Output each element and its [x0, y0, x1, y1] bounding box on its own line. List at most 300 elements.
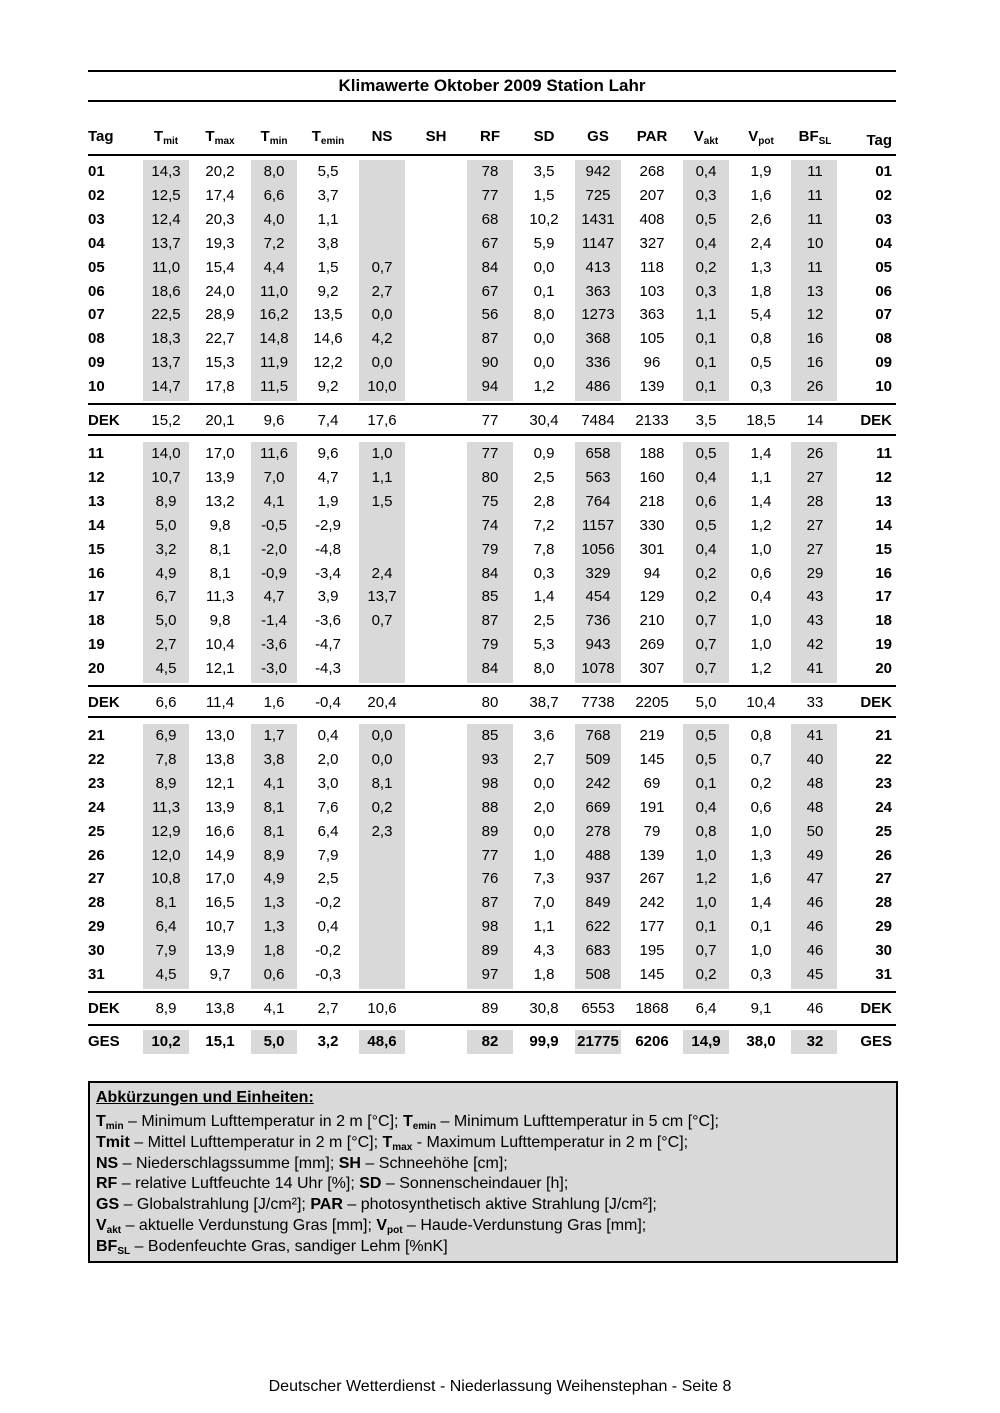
cell-tmin: 1,6 [263, 694, 285, 711]
cell-gs: 21775 [577, 1033, 619, 1050]
cell-rf: 77 [481, 846, 499, 864]
cell-sh [409, 997, 463, 1021]
row-label-left: 23 [88, 774, 105, 792]
row-label-left: 13 [88, 492, 105, 510]
cell-vakt: 0,3 [695, 282, 717, 300]
cell-vakt: 0,7 [695, 612, 717, 630]
row-label-right: 10 [875, 378, 892, 396]
cell-tmit: 10,2 [151, 1033, 181, 1050]
cell-tmax: 24,0 [205, 282, 235, 300]
cell-tmin: 7,0 [263, 468, 285, 486]
cell-tmit: 8,1 [155, 894, 177, 912]
page-title: Klimawerte Oktober 2009 Station Lahr [338, 76, 646, 95]
cell-bfsl: 27 [806, 516, 824, 534]
cell-sd: 0,0 [533, 822, 555, 840]
cell-gs: 725 [585, 186, 611, 204]
cell-tmax: 17,8 [205, 378, 235, 396]
cell-tmax: 11,4 [205, 694, 235, 711]
cell-ns: 0,0 [371, 306, 393, 324]
cell-vpot: 0,2 [750, 774, 772, 792]
cell-vpot: 1,3 [750, 846, 772, 864]
cell-vpot: 0,5 [750, 354, 772, 372]
dek-row [0, 997, 1000, 1021]
block-rule-top [88, 991, 896, 993]
cell-ns: 13,7 [367, 588, 397, 606]
cell-rf: 68 [481, 210, 499, 228]
cell-temin: 0,4 [317, 727, 339, 744]
cell-temin: 1,1 [317, 210, 339, 228]
cell-bfsl: 48 [806, 774, 824, 792]
cell-tmax: 28,9 [205, 306, 235, 324]
cell-par: 139 [639, 846, 665, 864]
header-tag-right: Tag [866, 132, 892, 149]
row-label-left: 18 [88, 612, 105, 630]
cell-tmit: 14,0 [151, 445, 181, 462]
cell-sd: 2,8 [533, 492, 555, 510]
row-label-left: 22 [88, 750, 105, 768]
row-label-right: 03 [875, 210, 892, 228]
cell-vakt: 6,4 [695, 1000, 717, 1017]
cell-tmit: 2,7 [155, 636, 177, 654]
cell-tmax: 13,9 [205, 468, 235, 486]
cell-tmit: 7,9 [155, 942, 177, 960]
cell-tmit: 15,2 [151, 412, 181, 429]
cell-ns [355, 657, 409, 681]
cell-tmit: 22,5 [151, 306, 181, 324]
cell-vakt: 0,7 [695, 942, 717, 960]
cell-rf: 84 [481, 564, 499, 582]
cell-vpot: 2,4 [750, 234, 772, 252]
cell-tmin: 1,3 [263, 918, 285, 936]
cell-tmit: 6,6 [155, 694, 177, 711]
cell-tmax: 19,3 [205, 234, 235, 252]
cell-rf: 75 [481, 492, 499, 510]
cell-vpot: 1,0 [750, 942, 772, 960]
cell-tmin: 8,0 [263, 163, 285, 180]
cell-bfsl: 43 [806, 612, 824, 630]
cell-gs: 1431 [581, 210, 615, 228]
cell-vakt: 0,2 [695, 258, 717, 276]
cell-tmax: 16,6 [205, 822, 235, 840]
cell-gs: 942 [585, 163, 611, 180]
cell-vakt: 0,1 [695, 774, 717, 792]
header-par: PAR [636, 128, 668, 145]
cell-tmin: -0,9 [261, 564, 287, 582]
cell-gs: 329 [585, 564, 611, 582]
cell-tmax: 9,8 [209, 516, 231, 534]
cell-sd: 1,0 [533, 846, 555, 864]
cell-rf: 93 [481, 750, 499, 768]
cell-bfsl: 41 [806, 660, 824, 678]
cell-sh [409, 939, 463, 963]
row-label-left: 10 [88, 378, 105, 396]
cell-tmit: 6,9 [155, 727, 177, 744]
cell-gs: 683 [585, 942, 611, 960]
cell-bfsl: 28 [806, 492, 824, 510]
cell-tmin: 16,2 [259, 306, 289, 324]
cell-temin: 0,4 [317, 918, 339, 936]
cell-temin: 3,9 [317, 588, 339, 606]
cell-tmin: 6,6 [263, 186, 285, 204]
page-footer: Deutscher Wetterdienst - Niederlassung Weihenstephan - Seite 8 [268, 1378, 732, 1395]
header-bfsl: $BF_{SL}$ [798, 128, 832, 147]
row-label-left: DEK [88, 694, 120, 711]
cell-bfsl: 33 [806, 694, 824, 711]
cell-sh [409, 633, 463, 657]
row-label-left: 05 [88, 258, 105, 276]
cell-vakt: 0,2 [695, 564, 717, 582]
table-row [0, 232, 1000, 256]
cell-vakt: 0,7 [695, 660, 717, 678]
cell-tmax: 12,1 [205, 660, 235, 678]
cell-bfsl: 50 [806, 822, 824, 840]
cell-rf: 82 [481, 1033, 499, 1050]
cell-tmax: 20,3 [205, 210, 235, 228]
cell-sd: 0,3 [533, 564, 555, 582]
cell-tmax: 15,4 [205, 258, 235, 276]
cell-bfsl: 27 [806, 540, 824, 558]
cell-tmax: 15,3 [205, 354, 235, 372]
table-row [0, 208, 1000, 232]
legend-box [88, 1081, 898, 1263]
cell-rf: 89 [481, 942, 499, 960]
cell-tmin: 11,0 [259, 282, 289, 300]
cell-vpot: 1,6 [750, 870, 772, 888]
cell-tmin: 5,0 [263, 1033, 285, 1050]
cell-vpot: 0,8 [750, 330, 772, 348]
cell-ns [355, 538, 409, 562]
cell-ns [355, 915, 409, 939]
cell-vakt: 0,7 [695, 636, 717, 654]
row-label-left: 06 [88, 282, 105, 300]
cell-sh [409, 256, 463, 280]
cell-temin: -0,2 [315, 942, 341, 960]
row-label-left: 29 [88, 918, 105, 936]
cell-temin: 1,5 [317, 258, 339, 276]
cell-tmit: 10,7 [151, 468, 181, 486]
cell-temin: -3,4 [315, 564, 341, 582]
cell-ns: 2,3 [371, 822, 393, 840]
cell-sd: 2,5 [533, 468, 555, 486]
cell-vakt: 0,2 [695, 966, 717, 983]
row-label-left: 03 [88, 210, 105, 228]
legend-line: GS – Globalstrahlung [J/cm²]; PAR – photosynthetisch aktive Strahlung [J/cm²]; [96, 1196, 657, 1214]
cell-vpot: 0,8 [750, 727, 772, 744]
cell-vpot: 0,3 [750, 966, 772, 983]
cell-tmit: 12,9 [151, 822, 181, 840]
cell-vpot: 38,0 [746, 1033, 776, 1050]
row-label-left: 20 [88, 660, 105, 678]
cell-sh [409, 208, 463, 232]
cell-sh [409, 1030, 463, 1054]
cell-sh [409, 915, 463, 939]
cell-sd: 1,8 [533, 966, 555, 983]
cell-sd: 1,5 [533, 186, 555, 204]
cell-tmax: 9,8 [209, 612, 231, 630]
table-row [0, 562, 1000, 586]
cell-sh [409, 351, 463, 375]
table-row [0, 748, 1000, 772]
cell-rf: 80 [481, 468, 499, 486]
cell-ns [355, 963, 409, 987]
cell-ns: 48,6 [367, 1033, 397, 1050]
table-row [0, 633, 1000, 657]
cell-tmit: 12,5 [151, 186, 181, 204]
block-rule-bottom [88, 716, 896, 718]
cell-par: 408 [639, 210, 665, 228]
cell-rf: 84 [481, 258, 499, 276]
cell-ns: 1,0 [371, 445, 393, 462]
cell-tmit: 7,8 [155, 750, 177, 768]
cell-sh [409, 748, 463, 772]
cell-vakt: 0,5 [695, 727, 717, 744]
cell-tmin: 8,9 [263, 846, 285, 864]
cell-sd: 1,2 [533, 378, 555, 396]
cell-vpot: 1,3 [750, 258, 772, 276]
cell-sd: 99,9 [529, 1033, 559, 1050]
cell-par: 307 [639, 660, 665, 678]
row-label-right: 07 [875, 306, 892, 324]
cell-gs: 242 [585, 774, 611, 792]
table-row [0, 939, 1000, 963]
cell-temin: 3,2 [317, 1033, 339, 1050]
cell-bfsl: 14 [806, 412, 824, 429]
ges-row [0, 1030, 1000, 1054]
cell-ns [355, 184, 409, 208]
cell-temin: 9,2 [317, 378, 339, 396]
cell-bfsl: 48 [806, 798, 824, 816]
cell-sd: 0,1 [533, 282, 555, 300]
cell-tmax: 17,0 [205, 445, 235, 462]
table-row [0, 327, 1000, 351]
row-label-right: 11 [876, 445, 892, 462]
cell-sd: 8,0 [533, 660, 555, 678]
cell-temin: -0,2 [315, 894, 341, 912]
cell-tmax: 14,9 [205, 846, 235, 864]
cell-sd: 2,7 [533, 750, 555, 768]
cell-sd: 0,0 [533, 330, 555, 348]
dek-row [0, 409, 1000, 433]
cell-rf: 78 [481, 163, 499, 180]
cell-par: 6206 [635, 1033, 669, 1050]
cell-par: 145 [639, 966, 665, 983]
cell-tmax: 10,7 [205, 918, 235, 936]
cell-bfsl: 46 [806, 1000, 824, 1017]
block-rule-top [88, 403, 896, 405]
row-label-left: DEK [88, 412, 120, 429]
cell-vakt: 0,1 [695, 918, 717, 936]
cell-tmit: 8,9 [155, 774, 177, 792]
cell-tmit: 6,7 [155, 588, 177, 606]
cell-par: 363 [639, 306, 665, 324]
cell-tmit: 5,0 [155, 612, 177, 630]
cell-par: 129 [639, 588, 665, 606]
cell-bfsl: 47 [806, 870, 824, 888]
cell-temin: 4,7 [317, 468, 339, 486]
cell-temin: 12,2 [313, 354, 343, 372]
cell-gs: 669 [585, 798, 611, 816]
cell-bfsl: 12 [806, 306, 824, 324]
cell-tmit: 13,7 [151, 234, 181, 252]
table-row [0, 466, 1000, 490]
table-row [0, 724, 1000, 748]
row-label-left: 12 [88, 468, 105, 486]
cell-sh [409, 232, 463, 256]
header-rule [88, 154, 896, 156]
cell-temin: -4,8 [315, 540, 341, 558]
block-rule-bottom [88, 1024, 896, 1026]
cell-bfsl: 45 [806, 966, 824, 983]
cell-temin: 7,6 [317, 798, 339, 816]
row-label-right: 01 [875, 163, 892, 180]
cell-rf: 74 [481, 516, 499, 534]
cell-bfsl: 32 [806, 1033, 824, 1050]
cell-par: 327 [639, 234, 665, 252]
cell-rf: 88 [481, 798, 499, 816]
cell-par: 188 [639, 445, 665, 462]
cell-tmax: 9,7 [209, 966, 231, 983]
row-label-right: 30 [875, 942, 892, 960]
cell-sd: 7,0 [533, 894, 555, 912]
header-ns: NS [371, 128, 393, 145]
table-row [0, 891, 1000, 915]
cell-tmin: -0,5 [261, 516, 287, 534]
legend-line: NS – Niederschlagssumme [mm]; SH – Schneehöhe [cm]; [96, 1154, 508, 1172]
cell-gs: 563 [585, 468, 611, 486]
table-row [0, 160, 1000, 184]
cell-par: 269 [639, 636, 665, 654]
cell-sh [409, 466, 463, 490]
cell-tmit: 8,9 [155, 492, 177, 510]
cell-temin: -4,3 [315, 660, 341, 678]
row-label-left: 30 [88, 942, 105, 960]
row-label-right: DEK [860, 694, 892, 711]
cell-vpot: 1,1 [750, 468, 772, 486]
cell-vakt: 0,3 [695, 186, 717, 204]
cell-vakt: 0,4 [695, 798, 717, 816]
cell-tmin: 4,1 [263, 774, 285, 792]
cell-sh [409, 303, 463, 327]
cell-gs: 488 [585, 846, 611, 864]
cell-sd: 7,8 [533, 540, 555, 558]
header-sd: SD [533, 128, 555, 145]
cell-ns [355, 514, 409, 538]
cell-ns: 20,4 [367, 694, 397, 711]
row-label-right: DEK [860, 412, 892, 429]
cell-sd: 2,0 [533, 798, 555, 816]
cell-bfsl: 46 [806, 942, 824, 960]
cell-tmin: 11,9 [259, 354, 289, 372]
cell-temin: -3,6 [315, 612, 341, 630]
cell-tmin: 8,1 [263, 798, 285, 816]
cell-rf: 87 [481, 330, 499, 348]
cell-vakt: 0,6 [695, 492, 717, 510]
header-tag: Tag [88, 128, 114, 145]
table-row [0, 256, 1000, 280]
cell-ns: 0,0 [371, 727, 393, 744]
cell-rf: 89 [481, 1000, 499, 1017]
cell-par: 118 [640, 258, 664, 276]
cell-sd: 30,8 [529, 1000, 559, 1017]
row-label-right: 27 [875, 870, 892, 888]
cell-rf: 98 [481, 918, 499, 936]
cell-temin: 2,7 [317, 1000, 339, 1017]
cell-vpot: 1,4 [750, 445, 772, 462]
cell-sd: 5,9 [533, 234, 555, 252]
row-label-right: 13 [875, 492, 892, 510]
row-label-left: 24 [88, 798, 105, 816]
cell-temin: 1,9 [317, 492, 339, 510]
row-label-left: 11 [88, 445, 104, 462]
cell-rf: 85 [481, 727, 499, 744]
cell-rf: 87 [481, 894, 499, 912]
cell-tmin: 11,6 [259, 445, 289, 462]
row-label-right: 09 [875, 354, 892, 372]
row-label-right: GES [860, 1033, 892, 1050]
cell-rf: 85 [481, 588, 499, 606]
cell-sh [409, 891, 463, 915]
cell-tmin: 4,7 [263, 588, 285, 606]
cell-temin: 2,5 [317, 870, 339, 888]
cell-par: 242 [639, 894, 665, 912]
cell-bfsl: 46 [806, 894, 824, 912]
cell-rf: 87 [481, 612, 499, 630]
table-row [0, 844, 1000, 868]
row-label-left: 26 [88, 846, 105, 864]
row-label-left: 31 [88, 966, 105, 983]
table-row [0, 442, 1000, 466]
row-label-left: 09 [88, 354, 105, 372]
cell-sh [409, 514, 463, 538]
cell-temin: 14,6 [313, 330, 343, 348]
cell-tmit: 18,6 [151, 282, 181, 300]
cell-temin: 5,5 [317, 163, 339, 180]
cell-tmin: 9,6 [263, 412, 285, 429]
cell-sh [409, 796, 463, 820]
cell-sd: 0,0 [533, 354, 555, 372]
cell-sh [409, 691, 463, 715]
cell-sd: 0,0 [533, 258, 555, 276]
header-tmax: $T_{max}$ [205, 128, 235, 147]
cell-tmax: 15,1 [205, 1033, 235, 1050]
cell-par: 301 [639, 540, 665, 558]
cell-tmax: 12,1 [205, 774, 235, 792]
cell-vpot: 0,7 [750, 750, 772, 768]
row-label-right: 14 [875, 516, 892, 534]
cell-ns [355, 939, 409, 963]
cell-bfsl: 10 [806, 234, 824, 252]
cell-gs: 413 [585, 258, 611, 276]
row-label-left: 21 [88, 727, 105, 744]
cell-tmin: 3,8 [263, 750, 285, 768]
cell-tmax: 10,4 [205, 636, 235, 654]
cell-bfsl: 13 [806, 282, 824, 300]
cell-sh [409, 184, 463, 208]
cell-tmin: 4,1 [263, 1000, 285, 1017]
cell-vpot: 10,4 [746, 694, 776, 711]
cell-vakt: 0,1 [695, 354, 717, 372]
cell-tmin: 1,8 [263, 942, 285, 960]
cell-vakt: 0,8 [695, 822, 717, 840]
cell-gs: 486 [585, 378, 611, 396]
cell-gs: 622 [585, 918, 611, 936]
cell-bfsl: 11 [807, 163, 823, 180]
row-label-right: 12 [875, 468, 892, 486]
header-tmin: $T_{min}$ [260, 128, 288, 147]
cell-tmin: 14,8 [259, 330, 289, 348]
cell-par: 145 [639, 750, 665, 768]
cell-sh [409, 490, 463, 514]
